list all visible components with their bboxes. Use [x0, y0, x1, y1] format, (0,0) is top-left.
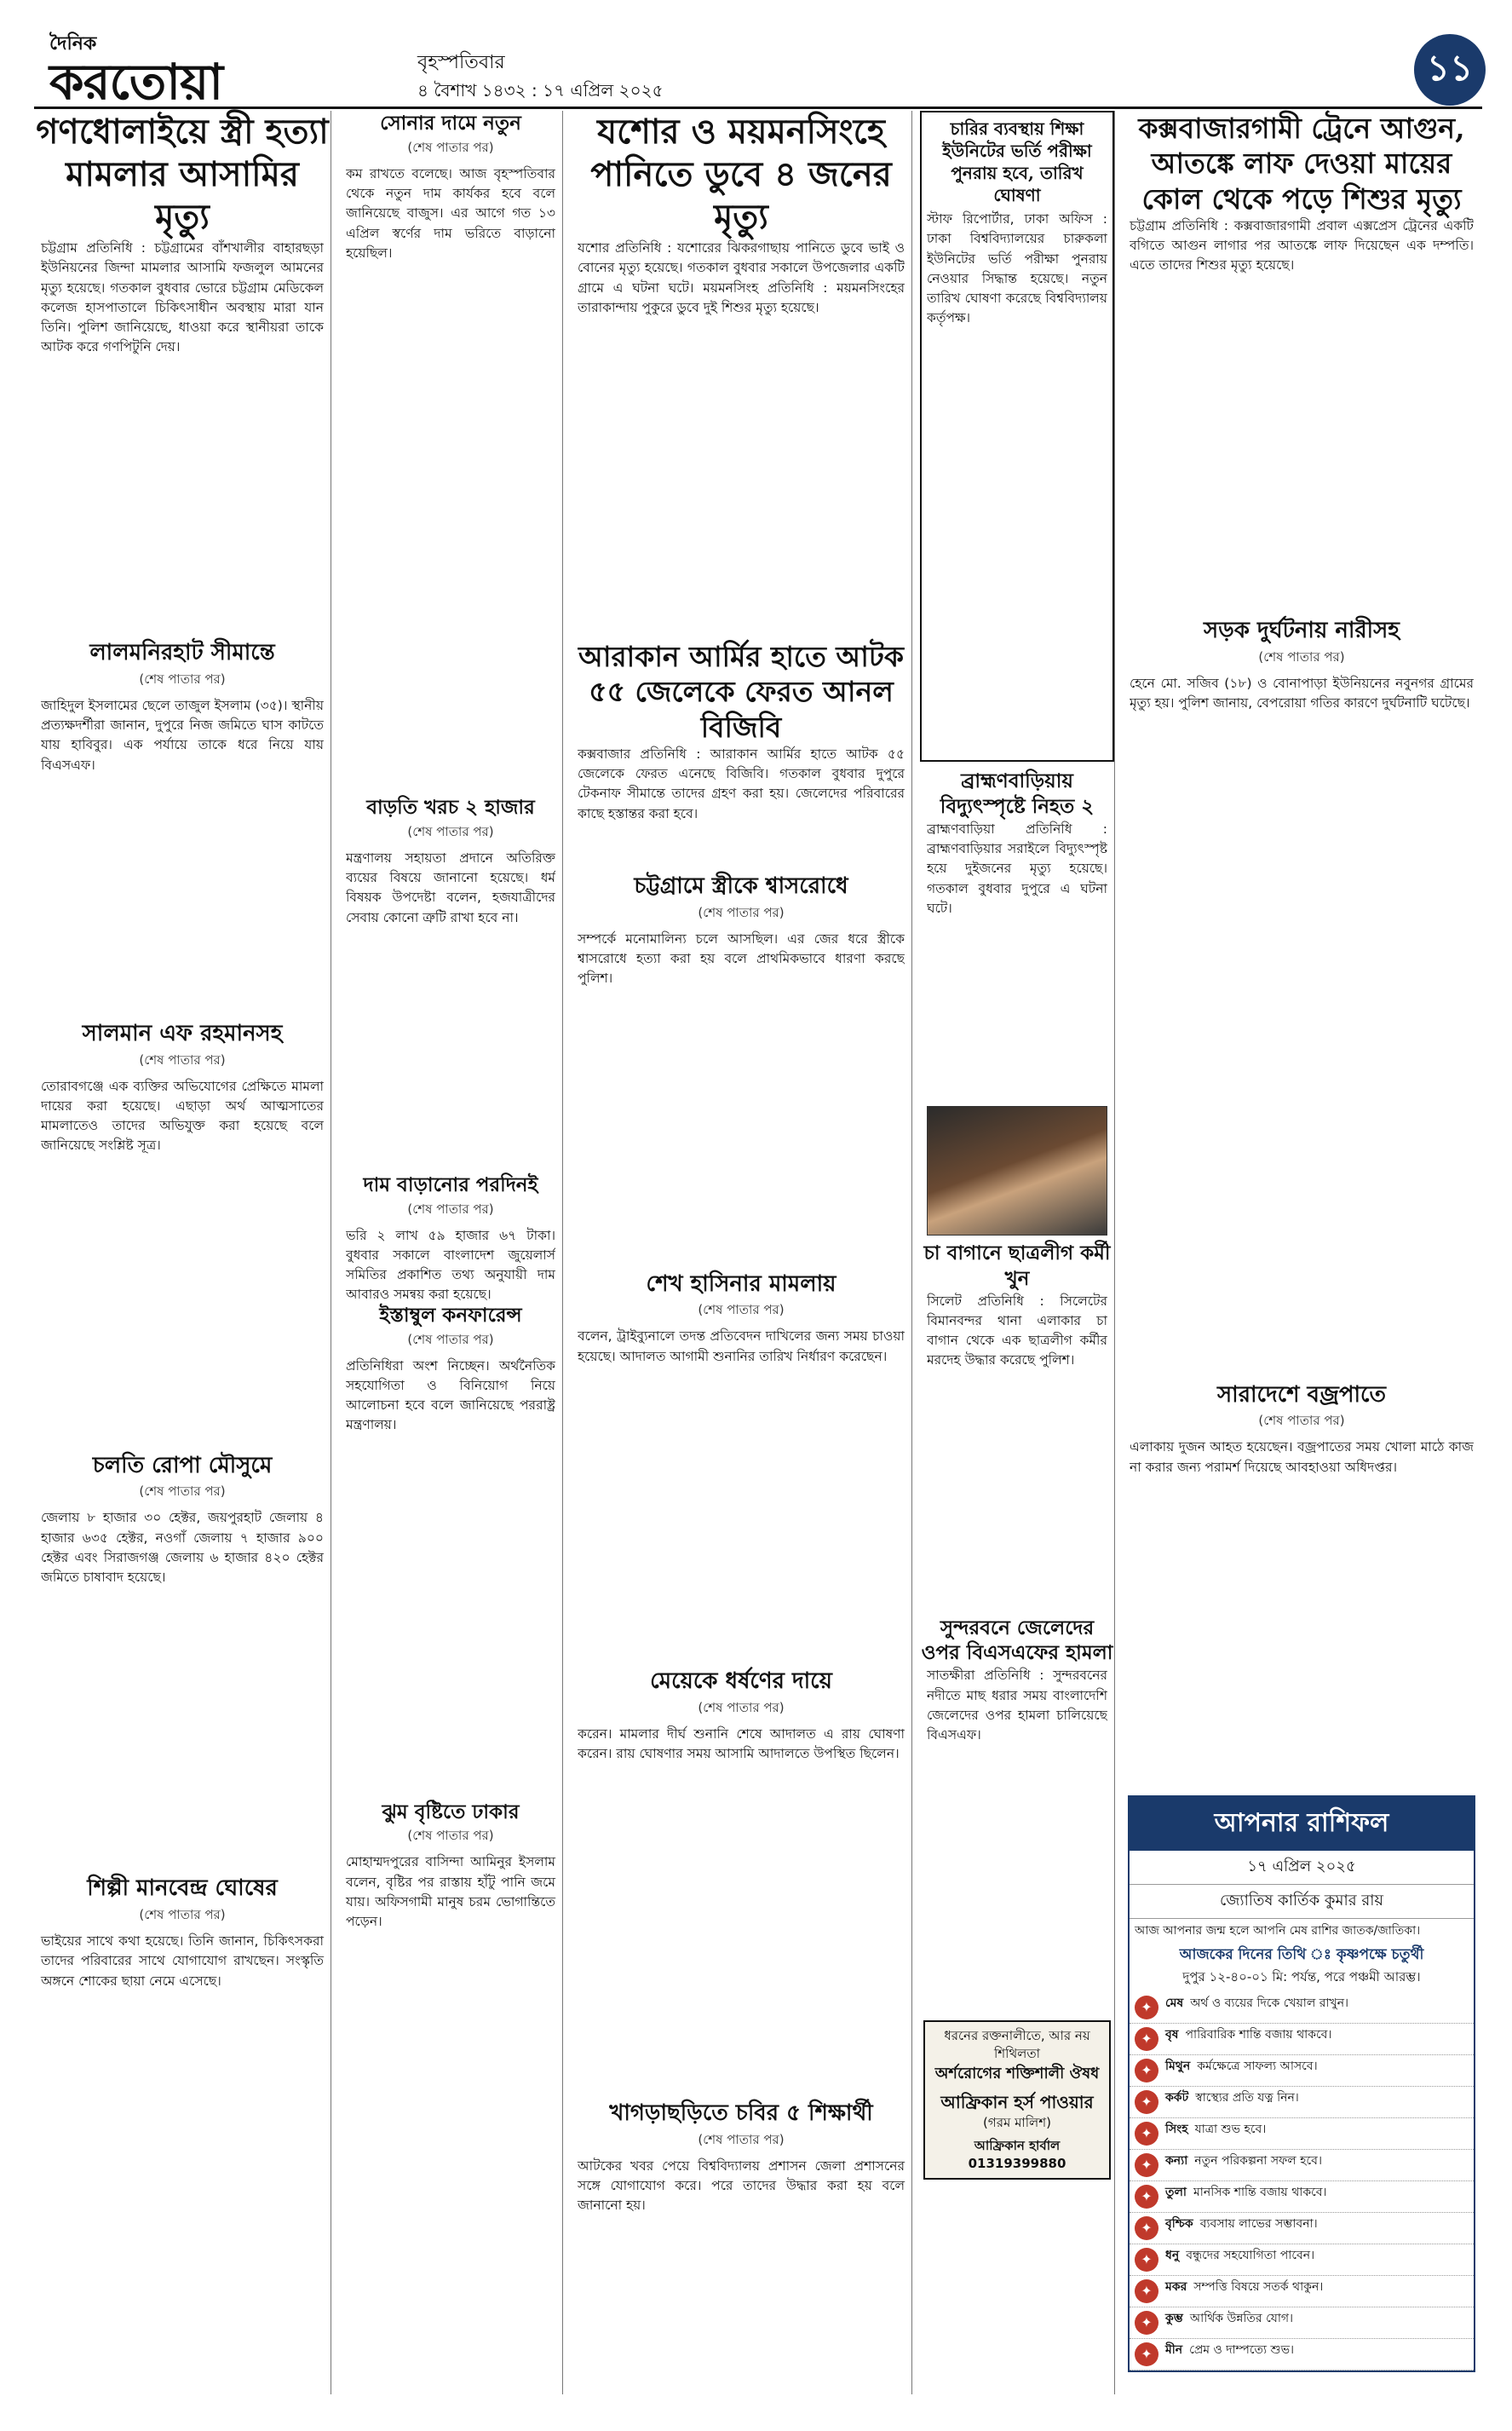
- headline: সারাদেশে বজ্রপাতে: [1217, 1381, 1386, 1408]
- zodiac-item: [1130, 2055, 1474, 2087]
- horoscope-title: আপনার রাশিফল: [1130, 1797, 1474, 1851]
- article-body: আটকের খবর পেয়ে বিশ্ববিদ্যালয় প্রশাসন জেলা প্রশাসনের সঙ্গে যোগাযোগ করে। পরে তাদের উদ্ধার করা হয় বলে জানানো হয়।: [578, 2157, 905, 2214]
- zodiac-text: স্বাস্থ্যের প্রতি যত্ন নিন।: [1195, 2091, 1299, 2106]
- continuation-note: (শেষ পাতার পর): [139, 1051, 226, 1068]
- zodiac-icon: ✦: [1135, 2059, 1158, 2082]
- article-body: হেনে মো. সজিব (১৮) ও বোনাপাড়া ইউনিয়নের নবুনগর গ্রামের মৃত্যু হয়। পুলিশ জানায়, বেপরোয়া গতির কারণে দুর্ঘটনাটি ঘটেছে।: [1130, 675, 1474, 711]
- zodiac-text: আর্থিক উন্নতির যোগ।: [1189, 2312, 1294, 2326]
- headline: চলতি রোপা মৌসুমে: [92, 1452, 273, 1478]
- zodiac-name: কর্কট: [1165, 2091, 1189, 2106]
- headline-lead: কক্সবাজারগামী ট্রেনে আগুন, আতঙ্কে লাফ দেওয়া মায়ের কোল থেকে পড়ে শিশুর মৃত্যু: [1138, 112, 1465, 216]
- zodiac-item: [1130, 2087, 1474, 2118]
- column-5: [1123, 111, 1480, 2394]
- zodiac-item: [1130, 2181, 1474, 2213]
- zodiac-name: মিথুন: [1165, 2059, 1191, 2074]
- boxed-story: [920, 111, 1114, 762]
- article-body: মন্ত্রণালয় সহায়তা প্রদানে অতিরিক্ত ব্যয়ের বিষয়ে জানানো হয়েছে। ধর্ম বিষয়ক উপদেষ্টা বলেন, হজযাত্রীদের সেবায় কোনো ত্রুটি রাখা হবে না।: [346, 850, 555, 925]
- headline: ঝুম বৃষ্টিতে ঢাকার: [382, 1800, 520, 1823]
- zodiac-icon: ✦: [1135, 2311, 1158, 2335]
- zodiac-text: সম্পত্তি বিষয়ে সতর্ক থাকুন।: [1193, 2280, 1324, 2295]
- zodiac-icon: ✦: [1135, 1996, 1158, 2019]
- continuation-note: (শেষ পাতার পর): [1258, 1413, 1345, 1429]
- zodiac-text: কর্মক্ষেত্রে সাফল্য আসবে।: [1197, 2059, 1318, 2074]
- zodiac-item: [1130, 2024, 1474, 2055]
- article-body: ভাইয়ের সাথে কথা হয়েছে। তিনি জানান, চিকিৎসকরা তাদের পরিবারের সাথে যোগাযোগ রাখছেন। সংস্কৃতি অঙ্গনে শোকের ছায়া নেমে এসেছে।: [41, 1933, 324, 1989]
- article-body: যশোর প্রতিনিধি : যশোরের ঝিকরগাছায় পানিতে ডুবে ভাই ও বোনের মৃত্যু হয়েছে। গতকাল বুধবার সকালে উপজেলার একটি গ্রামে এ ঘটনা ঘটে। ময়মনসিংহ প্রতিনিধি : ময়মনসিংহের তারাকান্দায় পুকুরে ডুবে দুই শিশুর মৃত্যু হয়েছে।: [578, 240, 905, 315]
- ad-note: (গরম মালিশ): [983, 2114, 1051, 2130]
- zodiac-icon: ✦: [1135, 2027, 1158, 2051]
- continuation-note: (শেষ পাতার পর): [407, 823, 494, 839]
- zodiac-name: তুলা: [1165, 2186, 1187, 2200]
- headline-lead: গণধোলাইয়ে স্ত্রী হত্যা মামলার আসামির মৃত্যু: [36, 112, 329, 237]
- column-3: [571, 111, 912, 2394]
- continuation-note: (শেষ পাতার পর): [407, 1331, 494, 1347]
- headline: বাড়তি খরচ ২ হাজার: [366, 795, 535, 819]
- column-1: [34, 111, 331, 2394]
- article-body: কক্সবাজার প্রতিনিধি : আরাকান আর্মির হাতে আটক ৫৫ জেলেকে ফেরত এনেছে বিজিবি। গতকাল বুধবার দুপুরে টেকনাফ সীমান্তে তাদের গ্রহণ করা হয়। জেলেদের পরিবারের কাছে হস্তান্তর করা হবে।: [578, 746, 905, 821]
- news-photo: [927, 1106, 1107, 1236]
- zodiac-icon: ✦: [1135, 2153, 1158, 2177]
- ad-brand: আফ্রিকান হর্স পাওয়ার: [940, 2091, 1094, 2112]
- zodiac-text: মানসিক শান্তি বজায় থাকবে।: [1193, 2186, 1327, 2200]
- zodiac-item: [1130, 2276, 1474, 2307]
- zodiac-icon: ✦: [1135, 2279, 1158, 2303]
- column-4: [920, 111, 1115, 2394]
- headline: চট্টগ্রামে স্ত্রীকে শ্বাসরোধে: [634, 873, 848, 899]
- article-body: চট্টগ্রাম প্রতিনিধি : চট্টগ্রামের বাঁশখালীর বাহারছড়া ইউনিয়নের জিন্দা মামলার আসামি ফজলুল আমনের মৃত্যু হয়েছে। গতকাল বুধবার ভোরে চট্টগ্রাম মেডিকেল কলেজ হাসপাতালে চিকিৎসাধীন অবস্থায় মারা যান তিনি। পুলিশ জানিয়েছে, ধাওয়া করে স্থানীয়রা তাকে আটক করে গণপিটুনি দেয়।: [41, 240, 324, 355]
- zodiac-name: কন্যা: [1165, 2154, 1188, 2169]
- article-body: বলেন, ট্রাইব্যুনালে তদন্ত প্রতিবেদন দাখিলের জন্য সময় চাওয়া হয়েছে। আদালত আগামী শুনানির তারিখ নির্ধারণ করেছেন।: [578, 1328, 905, 1364]
- ad-phone: আফ্রিকান হার্বাল 01319399880: [968, 2137, 1066, 2171]
- zodiac-name: ধনু: [1165, 2249, 1180, 2263]
- headline-lead: যশোর ও ময়মনসিংহে পানিতে ডুবে ৪ জনের মৃত্যু: [590, 112, 892, 237]
- ad-line: ধরনের রক্তনালীতে, আর নয় শিথিলতা: [944, 2028, 1090, 2062]
- continuation-note: (শেষ পাতার পর): [698, 2131, 785, 2147]
- horoscope-date: ১৭ এপ্রিল ২০২৫: [1130, 1851, 1474, 1885]
- zodiac-name: মকর: [1165, 2280, 1187, 2295]
- zodiac-item: [1130, 1992, 1474, 2024]
- headline: সুন্দরবনে জেলেদের ওপর বিএসএফের হামলা: [921, 1616, 1113, 1665]
- zodiac-item: [1130, 2213, 1474, 2244]
- horoscope-intro: আজ আপনার জন্ম হলে আপনি মেষ রাশির জাতক/জাতিকা।: [1135, 1924, 1421, 1938]
- article-body: স্টাফ রিপোর্টার, ঢাকা অফিস : ঢাকা বিশ্ববিদ্যালয়ের চারুকলা ইউনিটের ভর্তি পরীক্ষা পুনরায় নেওয়ার সিদ্ধান্ত হয়েছে। নতুন তারিখ ঘোষণা করেছে বিশ্ববিদ্যালয় কর্তৃপক্ষ।: [927, 211, 1107, 326]
- headline: চারির ব্যবস্থায় শিক্ষা ইউনিটের ভর্তি পরীক্ষা পুনরায় হবে, তারিখ ঘোষণা: [942, 118, 1092, 205]
- zodiac-item: [1130, 2307, 1474, 2339]
- masthead-day: বৃহস্পতিবার: [417, 52, 505, 73]
- continuation-note: (শেষ পাতার পর): [698, 904, 785, 920]
- zodiac-text: পারিবারিক শান্তি বজায় থাকবে।: [1185, 2028, 1332, 2042]
- tithi-heading: আজকের দিনের তিথি ঃ কৃষ্ণপক্ষে চতুর্থী: [1179, 1946, 1424, 1964]
- zodiac-list: [1130, 1992, 1474, 2371]
- zodiac-name: সিংহ: [1165, 2123, 1188, 2137]
- zodiac-icon: ✦: [1135, 2342, 1158, 2366]
- headline: সালমান এফ রহমানসহ: [82, 1020, 283, 1046]
- continuation-note: (শেষ পাতার পর): [407, 139, 494, 155]
- zodiac-icon: ✦: [1135, 2185, 1158, 2209]
- zodiac-text: যাত্রা শুভ হবে।: [1194, 2123, 1267, 2137]
- headline: শিল্পী মানবেন্দ্র ঘোষের: [87, 1875, 278, 1902]
- page-number-badge: ১১: [1414, 34, 1486, 106]
- zodiac-name: বৃষ: [1165, 2028, 1179, 2042]
- article-body: করেন। মামলার দীর্ঘ শুনানি শেষে আদালত এ রায় ঘোষণা করেন। রায় ঘোষণার সময় আসামি আদালতে উপস্থিত ছিলেন।: [578, 1726, 905, 1762]
- zodiac-icon: ✦: [1135, 2216, 1158, 2240]
- headline: খাগড়াছড়িতে চবির ৫ শিক্ষার্থী: [609, 2100, 873, 2127]
- zodiac-icon: ✦: [1135, 2248, 1158, 2272]
- continuation-note: (শেষ পাতার পর): [698, 1302, 785, 1318]
- zodiac-text: নতুন পরিকল্পনা সফল হবে।: [1194, 2154, 1322, 2169]
- logo-small-text: দৈনিক: [49, 33, 97, 55]
- article-body: জেলায় ৮ হাজার ৩০ হেক্টর, জয়পুরহাট জেলায় ৪ হাজার ৬৩৫ হেক্টর, নওগাঁ জেলায় ৭ হাজার ৯০০ হেক্টর এবং সিরাজগঞ্জ জেলায় ৬ হাজার ৪২০ হেক্টর জমিতে চাষাবাদ হয়েছে।: [41, 1510, 324, 1586]
- headline: আরাকান আর্মির হাতে আটক ৫৫ জেলেকে ফেরত আনল বিজিবি: [578, 640, 904, 744]
- continuation-note: (শেষ পাতার পর): [139, 1907, 226, 1923]
- tithi-time: দুপুর ১২-৪০-০১ মি: পর্যন্ত, পরে পঞ্চমী আরম্ভ।: [1182, 1969, 1421, 1985]
- article-body: চট্টগ্রাম প্রতিনিধি : কক্সবাজারগামী প্রবাল এক্সপ্রেস ট্রেনের একটি বগিতে আগুন লাগার পর আতঙ্কে লাফ দিয়েছেন এক দম্পতি। এতে তাদের শিশুর মৃত্যু হয়েছে।: [1130, 217, 1474, 274]
- headline: দাম বাড়ানোর পরদিনই: [363, 1172, 538, 1196]
- zodiac-name: বৃশ্চিক: [1165, 2217, 1193, 2232]
- masthead: [34, 26, 1482, 109]
- article-body: তোরাবগঞ্জে এক ব্যক্তির অভিযোগের প্রেক্ষিতে মামলা দায়ের করা হয়েছে। এছাড়া অর্থ আত্মসাতের মামলাতেও তাদের অভিযুক্ত করা হয়েছে বলে জানিয়েছে সংশ্লিষ্ট সূত্র।: [41, 1078, 324, 1154]
- article-body: ভরি ২ লাখ ৫৯ হাজার ৬৭ টাকা। বুধবার সকালে বাংলাদেশ জুয়েলার্স সমিতির প্রকাশিত তথ্য অনুযায়ী দাম আবারও সমন্বয় করা হয়েছে।: [346, 1227, 555, 1303]
- zodiac-text: অর্থ ও ব্যয়ের দিকে খেয়াল রাখুন।: [1190, 1996, 1349, 2011]
- zodiac-name: মেষ: [1165, 1996, 1184, 2011]
- headline: শেখ হাসিনার মামলায়: [646, 1270, 836, 1297]
- advertisement: [923, 2020, 1111, 2179]
- article-body: জাহিদুল ইসলামের ছেলে তাজুল ইসলাম (৩৫)। স্থানীয় প্রত্যক্ষদর্শীরা জানান, দুপুরে নিজ জমিতে ঘাস কাটতে যায় হাবিবুর। এক পর্যায়ে তাকে ধরে নিয়ে যায় বিএসএফ।: [41, 697, 324, 773]
- article-body: ব্রাহ্মণবাড়িয়া প্রতিনিধি : ব্রাহ্মণবাড়িয়ার সরাইলে বিদ্যুৎস্পৃষ্ট হয়ে দুইজনের মৃত্যু হয়েছে। গতকাল বুধবার দুপুরে এ ঘটনা ঘটে।: [927, 821, 1107, 916]
- headline: ইস্তাম্বুল কনফারেন্স: [379, 1303, 522, 1327]
- headline: সোনার দামে নতুন: [380, 112, 521, 135]
- zodiac-item: [1130, 2339, 1474, 2371]
- headline: চা বাগানে ছাত্রলীগ কর্মী খুন: [923, 1241, 1111, 1290]
- article-body: মোহাম্মদপুরের বাসিন্দা আমিনুর ইসলাম বলেন, বৃষ্টির পর রাস্তায় হাঁটু পানি জমে যায়। অফিসগামী মানুষ চরম ভোগান্তিতে পড়েন।: [346, 1854, 555, 1930]
- column-2: [339, 111, 563, 2394]
- zodiac-item: [1130, 2118, 1474, 2150]
- zodiac-icon: ✦: [1135, 2090, 1158, 2114]
- zodiac-name: মীন: [1165, 2343, 1183, 2358]
- continuation-note: (শেষ পাতার পর): [139, 1483, 226, 1500]
- zodiac-name: কুম্ভ: [1165, 2312, 1183, 2326]
- zodiac-text: প্রেম ও দাম্পত্যে শুভ।: [1189, 2343, 1295, 2358]
- continuation-note: (শেষ পাতার পর): [407, 1828, 494, 1844]
- zodiac-text: বন্ধুদের সহযোগিতা পাবেন।: [1186, 2249, 1315, 2263]
- article-body: সাতক্ষীরা প্রতিনিধি : সুন্দরবনের নদীতে মাছ ধরার সময় বাংলাদেশি জেলেদের ওপর হামলা চালিয়েছে বিএসএফ।: [927, 1668, 1107, 1743]
- article-body: কম রাখতে বলেছে। আজ বৃহস্পতিবার থেকে নতুন দাম কার্যকর হবে বলে জানিয়েছে বাজুস। এর আগে গত ১৩ এপ্রিল স্বর্ণের দাম ভরিতে বাড়ানো হয়েছিল।: [346, 165, 555, 261]
- zodiac-text: ব্যবসায় লাভের সম্ভাবনা।: [1199, 2217, 1318, 2232]
- article-body: প্রতিনিধিরা অংশ নিচ্ছেন। অর্থনৈতিক সহযোগিতা ও বিনিয়োগ নিয়ে আলোচনা হবে বলে জানিয়েছে পররাষ্ট্র মন্ত্রণালয়।: [346, 1357, 555, 1433]
- headline: লালমনিরহাট সীমান্তে: [89, 640, 275, 665]
- headline: মেয়েকে ধর্ষণের দায়ে: [650, 1668, 832, 1695]
- horoscope-author: জ্যোতিষ কার্তিক কুমার রায়: [1130, 1885, 1474, 1919]
- headline: সড়ক দুর্ঘটনায় নারীসহ: [1204, 617, 1400, 643]
- newspaper-logo: করতোয়া: [49, 53, 223, 111]
- ad-line: অর্শরোগের শক্তিশালী ঔষধ: [934, 2065, 1100, 2083]
- article-body: সিলেট প্রতিনিধি : সিলেটের বিমানবন্দর থানা এলাকার চা বাগান থেকে এক ছাত্রলীগ কর্মীর মরদেহ উদ্ধার করেছে পুলিশ।: [927, 1293, 1107, 1368]
- continuation-note: (শেষ পাতার পর): [407, 1201, 494, 1217]
- masthead-date: ৪ বৈশাখ ১৪৩২ : ১৭ এপ্রিল ২০২৫: [417, 80, 664, 101]
- continuation-note: (শেষ পাতার পর): [139, 671, 226, 687]
- horoscope-box: [1128, 1795, 1475, 2372]
- headline: ব্রাহ্মণবাড়িয়ায় বিদ্যুৎস্পৃষ্টে নিহত ২: [940, 769, 1095, 818]
- article-body: সম্পর্কে মনোমালিন্য চলে আসছিল। এর জের ধরে স্ত্রীকে শ্বাসরোধে হত্যা করা হয় বলে প্রাথমিকভাবে ধারণা করছে পুলিশ।: [578, 930, 905, 987]
- zodiac-item: [1130, 2150, 1474, 2181]
- continuation-note: (শেষ পাতার পর): [698, 1700, 785, 1716]
- continuation-note: (শেষ পাতার পর): [1258, 648, 1345, 665]
- article-body: এলাকায় দুজন আহত হয়েছেন। বজ্রপাতের সময় খোলা মাঠে কাজ না করার জন্য পরামর্শ দিয়েছে আবহাওয়া অধিদপ্তর।: [1130, 1439, 1474, 1475]
- zodiac-icon: ✦: [1135, 2122, 1158, 2146]
- zodiac-item: [1130, 2244, 1474, 2276]
